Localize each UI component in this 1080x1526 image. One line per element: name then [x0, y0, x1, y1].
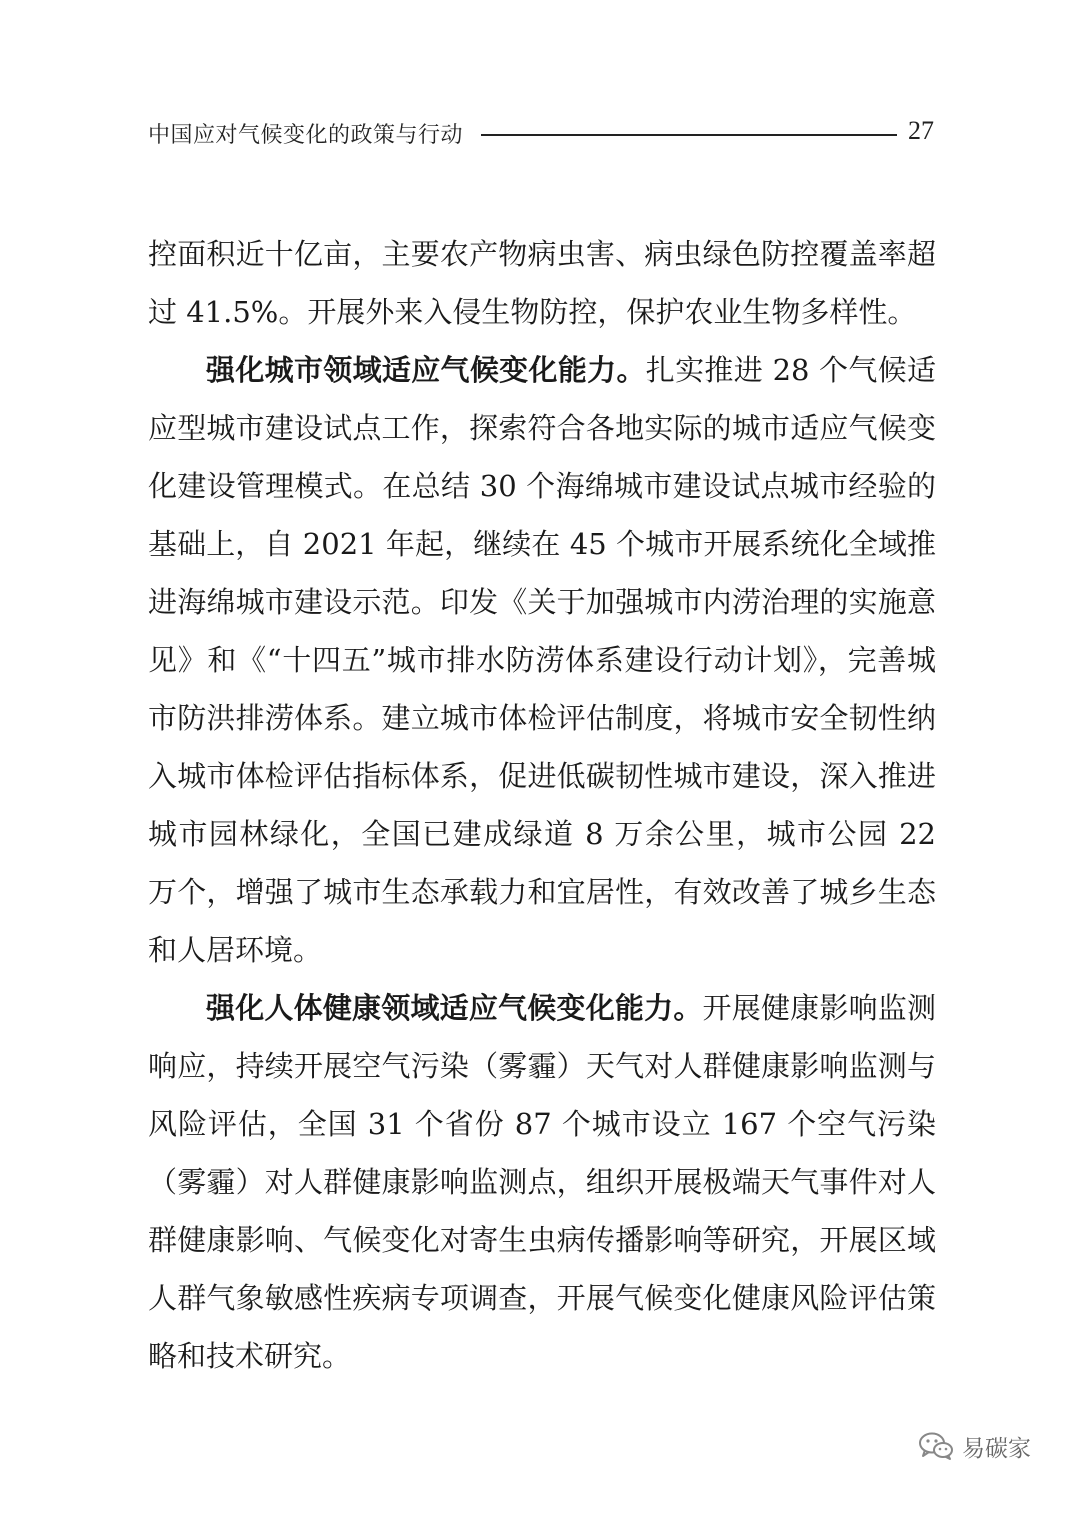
paragraph-text: 控面积近十亿亩，主要农产物病虫害、病虫绿色防控覆盖率超过 41.5%。开展外来入侵生物防控，保护农业生物多样性。	[148, 237, 936, 329]
paragraph-health-adaptation	[148, 979, 936, 1385]
paragraph-lead-heading: 强化人体健康领域适应气候变化能力。	[206, 991, 703, 1025]
paragraph-lead-heading: 强化城市领域适应气候变化能力。	[206, 353, 646, 387]
page-header	[148, 112, 934, 156]
page-number: 27	[908, 116, 934, 145]
paragraph-text: 扎实推进 28 个气候适应型城市建设试点工作，探索符合各地实际的城市适应气候变化建设管理模式。在总结 30 个海绵城市建设试点城市经验的基础上，自 2021 年起，继续在 45 个城市开展系统化全域推进海绵城市建设示范。印发《关于加强城市内涝治理的实施意见》和《“十四五”城市排水防涝体系建设行动计划》，完善城市防洪排涝体系。建立城市体检评估制度，将城市安全韧性纳入城市体检评估指标体系，促进低碳韧性城市建设，深入推进城市园林绿化，全国已建成绿道 8 万余公里，城市公园 22 万个，增强了城市生态承载力和宜居性，有效改善了城乡生态和人居环境。	[148, 353, 936, 967]
header-rule	[481, 134, 897, 136]
paragraph-urban-adaptation	[148, 341, 936, 979]
watermark-text: 易碳家	[962, 1435, 1031, 1462]
watermark	[918, 1426, 1031, 1466]
running-header-title: 中国应对气候变化的政策与行动	[148, 123, 464, 148]
paragraph-text: 开展健康影响监测响应，持续开展空气污染（雾霾）天气对人群健康影响监测与风险评估，全国 31 个省份 87 个城市设立 167 个空气污染（雾霾）对人群健康影响监测点，组织开展极端天气事件对人群健康影响、气候变化对寄生虫病传播影响等研究，开展区域人群气象敏感性疾病专项调查，开展气候变化健康风险评估策略和技术研究。	[148, 991, 936, 1373]
paragraph-continuation	[148, 225, 936, 341]
body-text	[148, 225, 936, 1385]
wechat-icon	[918, 1431, 954, 1461]
